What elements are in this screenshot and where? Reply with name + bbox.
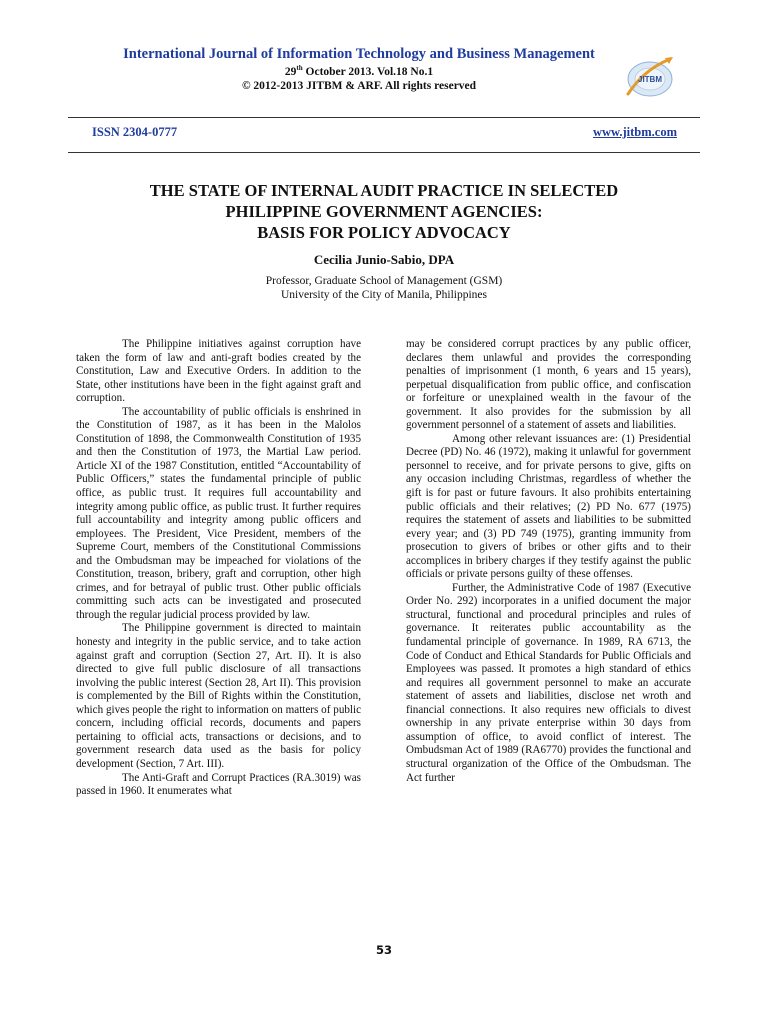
title-line: THE STATE OF INTERNAL AUDIT PRACTICE IN SELECTED [149,181,619,200]
header-rule-bottom [68,152,700,153]
article-title [100,180,668,243]
body-paragraph: The Anti-Graft and Corrupt Practices (RA.3019) was passed in 1960. It enumerates what [76,771,361,798]
issn-number: ISSN 2304-0777 [92,125,178,139]
author-affiliation [0,274,768,302]
title-line: BASIS FOR POLICY ADVOCACY [257,223,511,242]
journal-title: International Journal of Information Technology and Business Management [123,46,595,62]
issue-volume: October 2013. Vol.18 No.1 [302,65,434,78]
page-number: 53 [375,943,392,957]
header-rule-top [68,117,700,118]
body-paragraph: Among other relevant issuances are: (1) Presidential Decree (PD) No. 46 (1972), making it unlawful for government personnel to receive, and for private persons to give, gifts on any occasion including Christmas, regardless of whether the gift is for past or future favours. It also prohibits entertaining public officials and their relatives; (2) PD No. 677 (1975) requires the statement of assets and liabilities to be submitted every year; and (3) PD 749 (1975), granting immunity from prosecution to givers of bribes or other gifts and to their accomplices in bribery charges if they testify against the public officials or private persons guilty of these offenses. [406,432,691,581]
body-paragraph: The Philippine government is directed to maintain honesty and integrity in the public service, and to take action against graft and corruption (Section 27, Art. II). It is also directed to give full public disclosure of all transactions involving the public interest (Section 28, Art II). This provision is complemented by the Bill of Rights within the Constitution, which gives people the right to information on matters of public concern, including official records, documents and papers pertaining to official acts, transactions or decisions, and to government research data used as the basis for policy development (Section, 7 Art. III). [76,622,361,770]
copyright-notice: © 2012-2013 JITBM & ARF. All rights reserved [241,80,477,92]
body-column-right [406,338,691,785]
issue-date [0,64,718,78]
affiliation-line: University of the City of Manila, Philippines [280,289,488,301]
issue-day: 29 [284,65,297,78]
title-line: PHILIPPINE GOVERNMENT AGENCIES: [225,202,543,221]
body-column-left [76,338,361,799]
journal-website-link[interactable]: www.jitbm.com [592,125,677,139]
affiliation-line: Professor, Graduate School of Management (GSM) [265,275,503,287]
author-name: Cecilia Junio-Sabio, DPA [313,252,455,267]
jitbm-logo [618,54,678,100]
issue-day-suffix: th [296,64,303,72]
logo-text: JITBM [638,75,662,84]
body-paragraph: Further, the Administrative Code of 1987 (Executive Order No. 292) incorporates in a unified document the major structural, functional and procedural principles and rules of governance. It reiterates public accountability as the fundamental principle of governance. In 1989, RA 6713, the Code of Conduct and Ethical Standards for Public Officials and Employees was passed. It promotes a high standard of ethics and requires all government personnel to make an accurate statement of assets and liabilities, disclose net wroth and financial connections. It also requires new officials to divest ownership in any private enterprise within 30 days from assumption of office, to avoid conflict of interest. The Ombudsman Act of 1989 (RA6770) provides the functional and structural organization of the Office of the Ombudsman. The Act further [406,581,691,784]
body-paragraph: The accountability of public officials is enshrined in the Constitution of 1987, as it has been in the Malolos Constitution of 1898, the Commonwealth Constitution of 1935 and then the Constitution of 1973, the Martial Law period. Article XI of the 1987 Constitution, entitled “Accountability of Public Officers,” states the fundamental principle of public office, as public trust. It requires full accountability and integrity among public office, as public trust. It further requires full accountability and integrity among public officers and employees. The President, Vice President, members of the Supreme Court, members of the Constitutional Commissions and the Ombudsman may be impeached for violations of the Constitution, treason, bribery, graft and corruption, other high crimes, and for betrayal of public trust. Other public officials committing such acts can be investigated and prosecuted through the regular judicial process provided by law. [76,405,361,621]
body-paragraph: The Philippine initiatives against corruption have taken the form of law and anti-graft bodies created by the Constitution, Law and Executive Orders. In addition to the State, other institutions have been in the fight against graft and corruption. [76,338,361,405]
body-paragraph-continued: may be considered corrupt practices by any public officer, declares them unlawful and provides the corresponding penalties of imprisonment (1 month, 6 years and 15 years), perpetual disqualification from public office, and confiscation or forfeiture or unexplained wealth in the favour of the government. It also provides for the submission by all government personnel of a statement of assets and liabilities. [406,338,691,432]
